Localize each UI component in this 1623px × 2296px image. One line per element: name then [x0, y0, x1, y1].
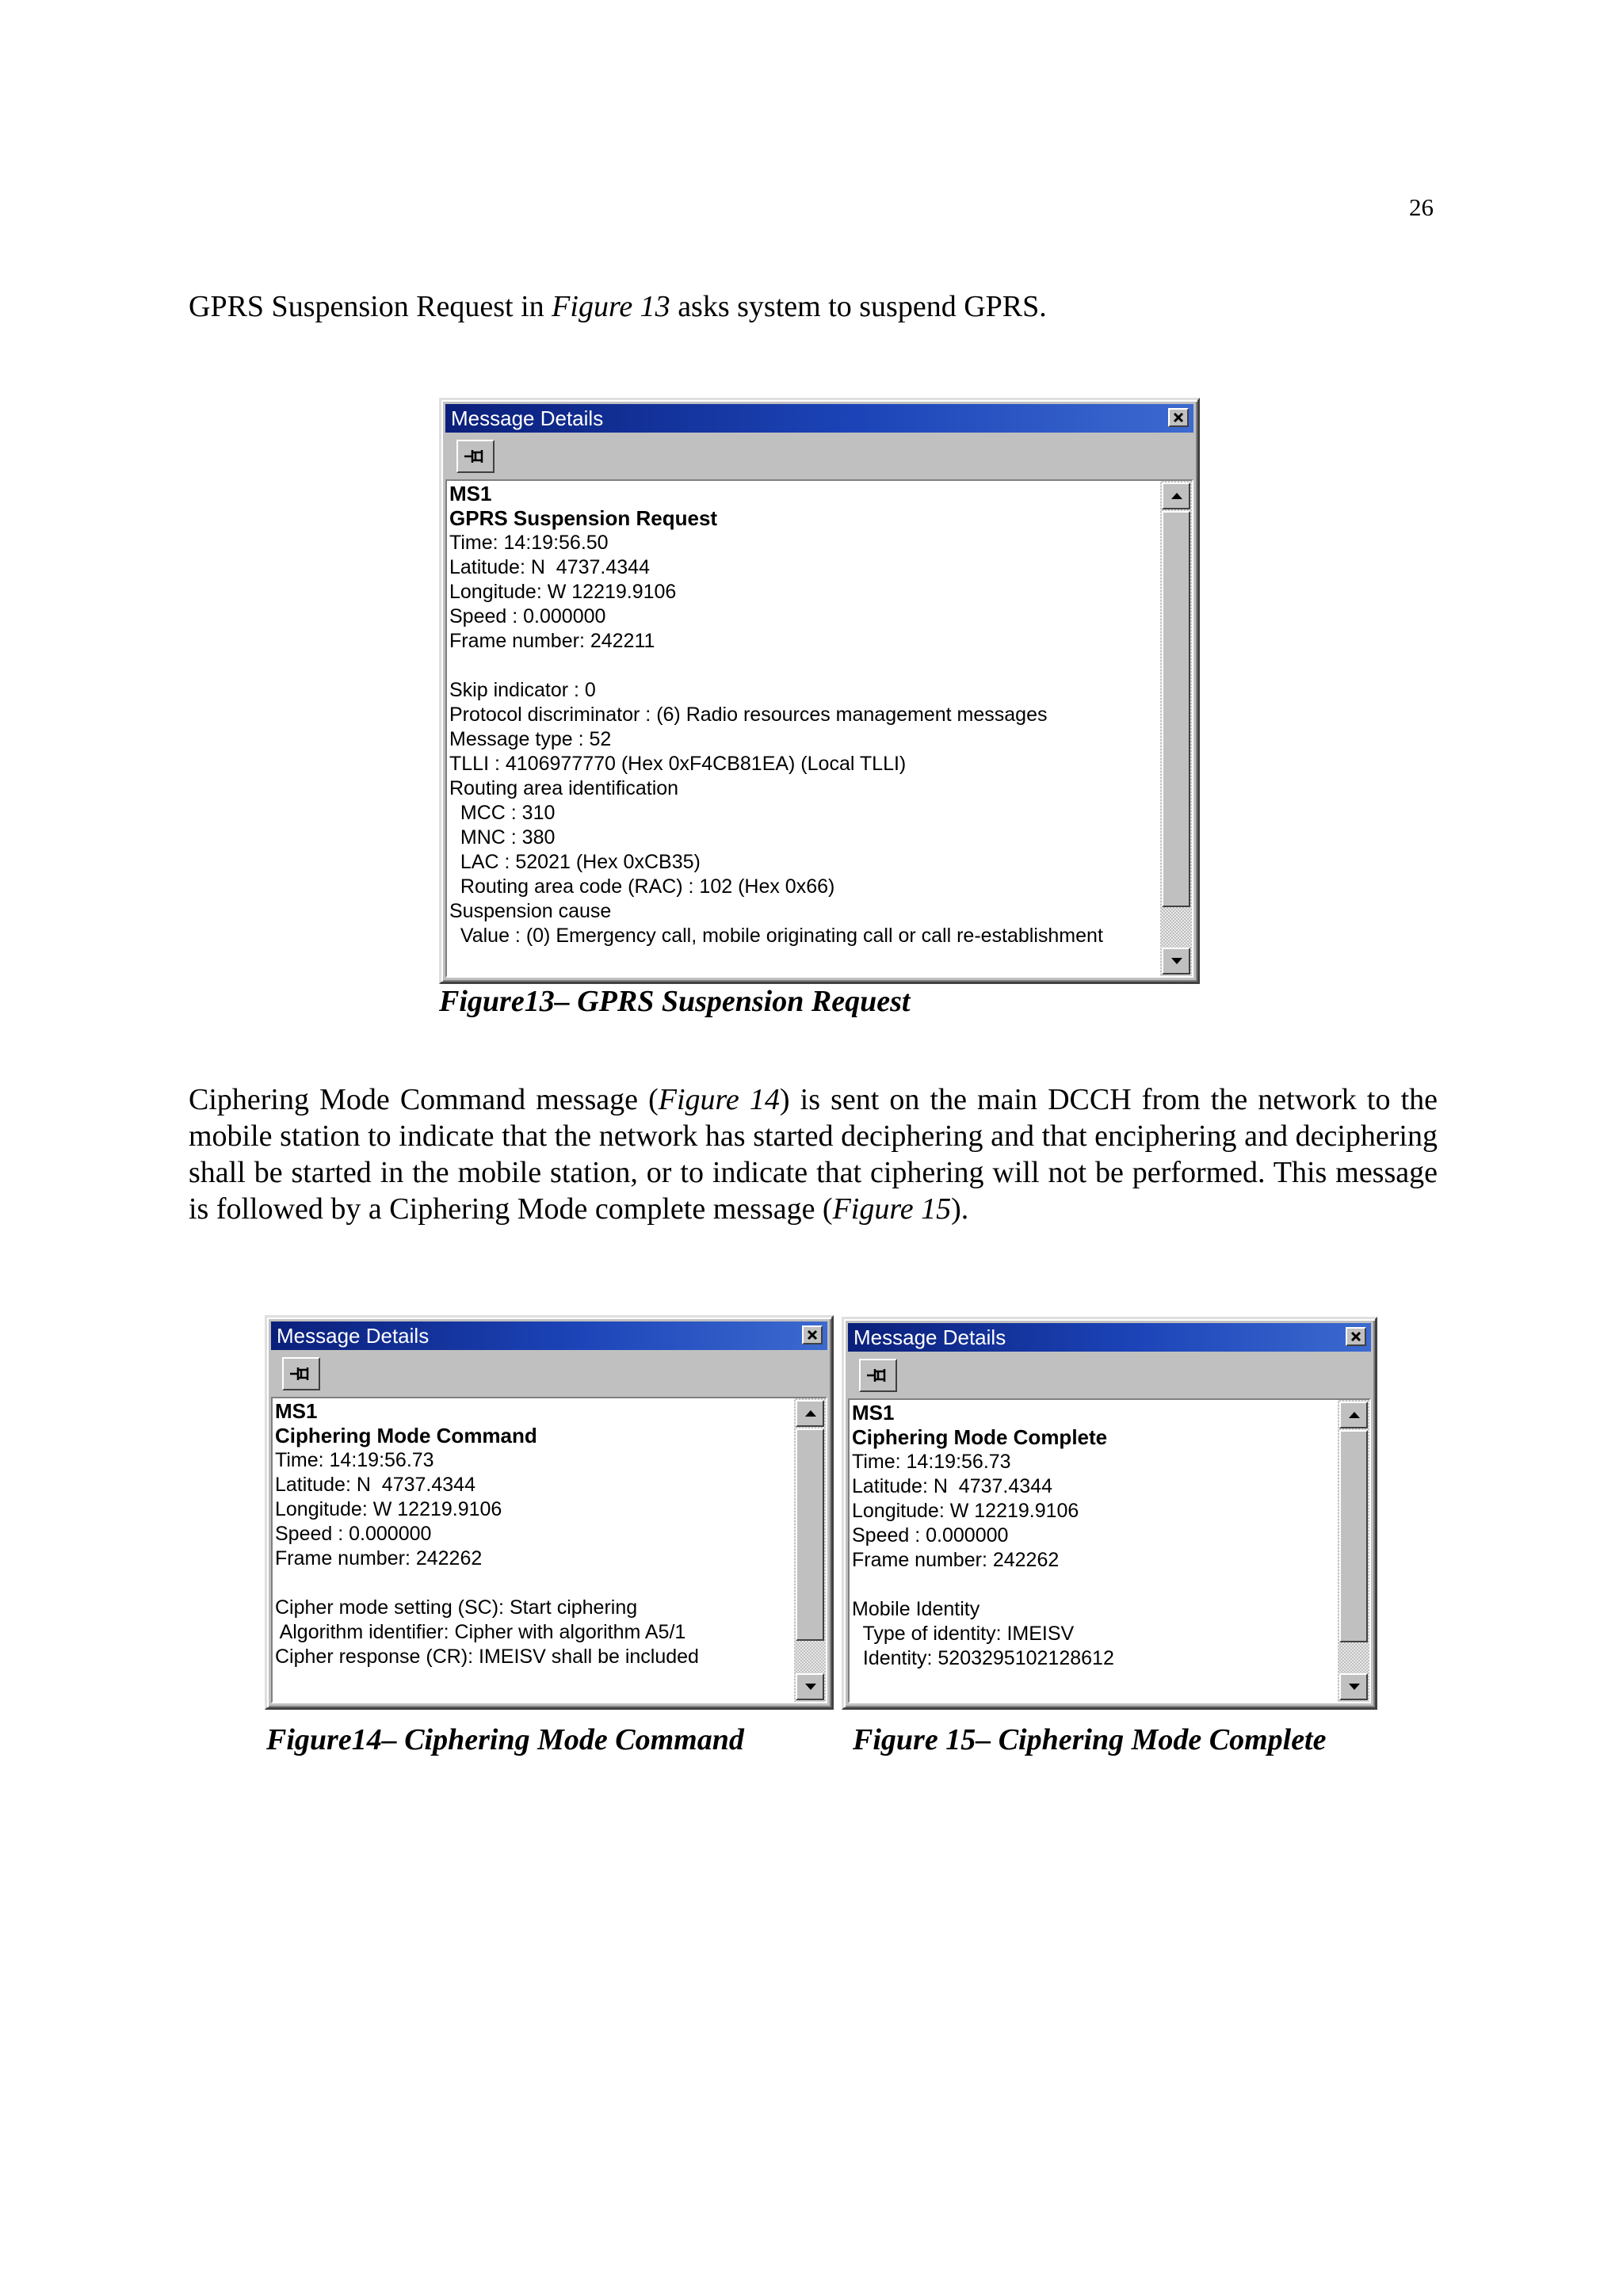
- close-icon: [1173, 412, 1184, 423]
- intro-paragraph: [189, 288, 1047, 325]
- page-number: 26: [1409, 193, 1434, 221]
- close-button[interactable]: [1168, 408, 1189, 427]
- figure13-caption: Figure13– GPRS Suspension Request: [439, 985, 911, 1018]
- message-line: [449, 654, 1157, 678]
- message-line: [275, 1571, 791, 1596]
- toolbar: [848, 1352, 1371, 1398]
- cipher-text-2: ) is sent on the main DCCH from the network to the mobile station to indicate that the network has started deciphering and that enciphering and deciphering shall be started in the mobile station, or to indicate that ciphering will not be performed. This message is followed by a Ciphering Mode complete message (: [189, 1083, 1438, 1226]
- scroll-down-button[interactable]: [1339, 1673, 1368, 1700]
- cipher-text-1: Ciphering Mode Command message (: [189, 1083, 659, 1116]
- message-line: Frame number: 242262: [275, 1547, 483, 1569]
- title-bar[interactable]: [445, 404, 1193, 433]
- scroll-thumb[interactable]: [796, 1428, 824, 1641]
- message-content-pane: [848, 1398, 1371, 1703]
- message-line: Routing area code (RAC) : 102 (Hex 0x66): [449, 875, 835, 898]
- message-line: Latitude: N 4737.4344: [449, 556, 650, 578]
- toolbar: [271, 1350, 827, 1396]
- message-text: [275, 1399, 791, 1702]
- intro-figure-ref: Figure 13: [552, 290, 670, 323]
- pin-icon: [288, 1363, 314, 1385]
- message-line: Skip indicator : 0: [449, 679, 596, 701]
- message-line: Message type : 52: [449, 728, 612, 750]
- title-bar[interactable]: [271, 1322, 827, 1350]
- message-line: Algorithm identifier: Cipher with algorithm A5/1: [275, 1621, 686, 1643]
- window-title: Message Details: [277, 1324, 430, 1348]
- figure15-caption: Figure 15– Ciphering Mode Complete: [853, 1723, 1327, 1756]
- scroll-down-button[interactable]: [796, 1673, 824, 1700]
- message-line: Protocol discriminator : (6) Radio resources management messages: [449, 704, 1048, 726]
- message-line: MS1: [449, 482, 492, 505]
- message-line: Frame number: 242211: [449, 630, 655, 652]
- intro-text-after: asks system to suspend GPRS.: [670, 290, 1047, 323]
- message-line: Latitude: N 4737.4344: [275, 1474, 475, 1496]
- message-line: Longitude: W 12219.9106: [852, 1500, 1079, 1522]
- message-line: Time: 14:19:56.73: [275, 1449, 434, 1471]
- pin-button[interactable]: [282, 1357, 320, 1390]
- figure14-caption: Figure14– Ciphering Mode Command: [266, 1723, 744, 1756]
- toolbar: [445, 433, 1193, 479]
- message-line: Longitude: W 12219.9106: [449, 581, 677, 603]
- message-line: [852, 1573, 1335, 1597]
- message-line: Speed : 0.000000: [852, 1524, 1009, 1547]
- message-line: Mobile Identity: [852, 1598, 980, 1620]
- message-line: Suspension cause: [449, 900, 612, 922]
- message-details-window-fig15: [842, 1317, 1377, 1710]
- vertical-scrollbar[interactable]: [794, 1398, 826, 1702]
- pin-button[interactable]: [456, 440, 495, 473]
- message-line: MS1: [275, 1399, 318, 1423]
- cipher-text-3: ).: [951, 1192, 969, 1226]
- window-title: Message Details: [451, 406, 604, 430]
- message-line: Identity: 5203295102128612: [852, 1647, 1114, 1669]
- pin-icon: [865, 1364, 891, 1386]
- message-line: Time: 14:19:56.50: [449, 532, 609, 554]
- window-title: Message Details: [854, 1325, 1006, 1349]
- message-line: LAC : 52021 (Hex 0xCB35): [449, 851, 701, 873]
- scroll-up-button[interactable]: [1162, 482, 1190, 509]
- message-details-window-fig13: [439, 398, 1200, 984]
- message-line: Longitude: W 12219.9106: [275, 1498, 502, 1520]
- message-line: Value : (0) Emergency call, mobile originating call or call re-establishment: [449, 925, 1103, 947]
- ciphering-paragraph: [189, 1081, 1438, 1227]
- message-text: [449, 482, 1157, 976]
- scroll-up-button[interactable]: [1339, 1402, 1368, 1428]
- message-line: Time: 14:19:56.73: [852, 1451, 1011, 1473]
- message-line: MNC : 380: [449, 826, 556, 849]
- message-line: TLLI : 4106977770 (Hex 0xF4CB81EA) (Local TLLI): [449, 753, 907, 775]
- title-bar[interactable]: [848, 1323, 1371, 1352]
- message-line: Ciphering Mode Complete: [852, 1425, 1108, 1449]
- message-line: MS1: [852, 1401, 895, 1425]
- message-line: Speed : 0.000000: [449, 605, 606, 627]
- message-line: Latitude: N 4737.4344: [852, 1475, 1052, 1497]
- pin-icon: [463, 445, 488, 467]
- scroll-down-button[interactable]: [1162, 948, 1190, 974]
- cipher-figure-ref-14: Figure 14: [658, 1083, 780, 1116]
- close-button[interactable]: [1346, 1327, 1366, 1346]
- arrow-up-icon: [805, 1409, 816, 1417]
- arrow-up-icon: [1171, 492, 1182, 500]
- close-button[interactable]: [802, 1325, 823, 1344]
- message-text: [852, 1401, 1335, 1702]
- arrow-down-icon: [1349, 1683, 1360, 1691]
- message-line: Routing area identification: [449, 777, 679, 799]
- message-line: Frame number: 242262: [852, 1549, 1060, 1571]
- message-details-window-fig14: [265, 1315, 834, 1710]
- scroll-up-button[interactable]: [796, 1400, 824, 1427]
- scroll-thumb[interactable]: [1339, 1430, 1368, 1642]
- cipher-figure-ref-15: Figure 15: [832, 1192, 952, 1226]
- message-line: Type of identity: IMEISV: [852, 1623, 1075, 1645]
- intro-text-before: GPRS Suspension Request in: [189, 290, 552, 323]
- message-line: Ciphering Mode Command: [275, 1424, 537, 1447]
- message-line: Cipher response (CR): IMEISV shall be included: [275, 1646, 699, 1668]
- close-icon: [807, 1329, 818, 1341]
- arrow-down-icon: [805, 1683, 816, 1691]
- message-content-pane: [271, 1397, 827, 1703]
- message-line: GPRS Suspension Request: [449, 506, 718, 530]
- vertical-scrollbar[interactable]: [1160, 481, 1192, 976]
- close-icon: [1350, 1331, 1361, 1342]
- message-line: Cipher mode setting (SC): Start ciphering: [275, 1596, 638, 1619]
- pin-button[interactable]: [859, 1359, 897, 1392]
- message-content-pane: [445, 479, 1193, 978]
- scroll-thumb[interactable]: [1162, 511, 1190, 907]
- arrow-up-icon: [1349, 1411, 1360, 1419]
- vertical-scrollbar[interactable]: [1338, 1400, 1369, 1702]
- message-line: Speed : 0.000000: [275, 1523, 432, 1545]
- message-line: MCC : 310: [449, 802, 556, 824]
- arrow-down-icon: [1171, 957, 1182, 965]
